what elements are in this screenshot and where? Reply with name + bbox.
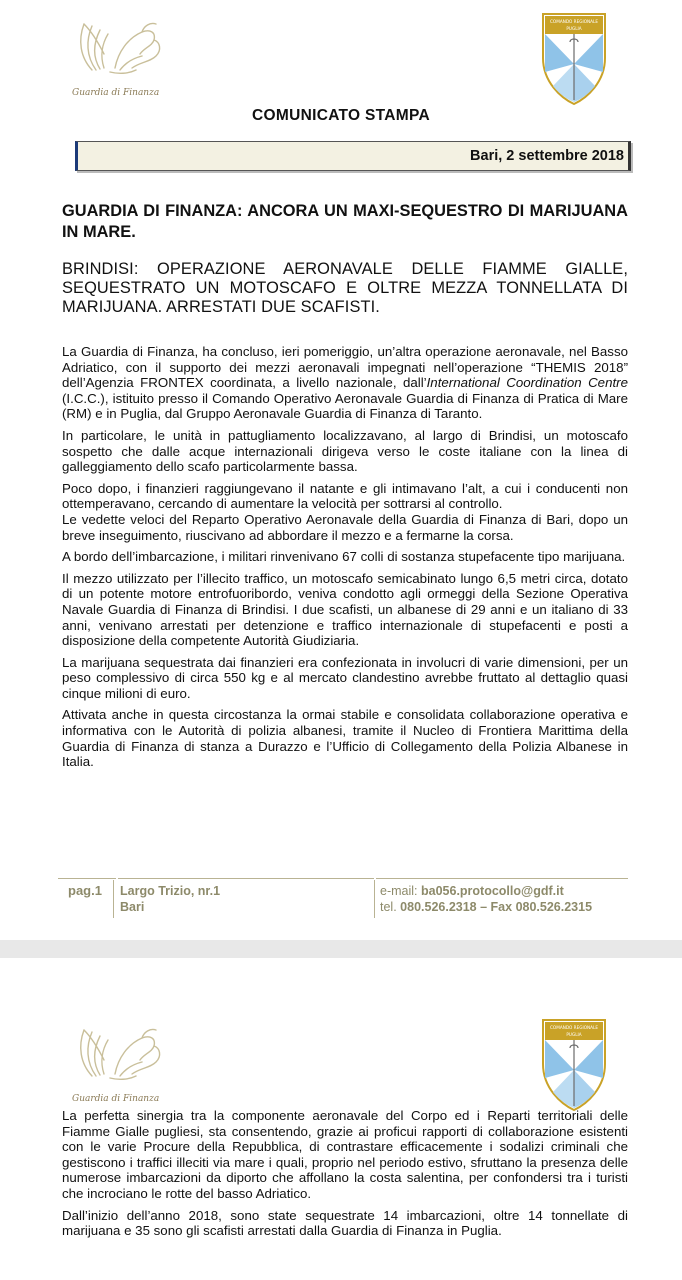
footer-rule-middle <box>118 878 374 879</box>
paragraph-9: La perfetta sinergia tra la componente aeronavale del Corpo ed i Reparti territoriali delle Fiamme Gialle pugliesi, sta consentendo, grazie ai proficui rapporti di collaborazione esistenti con le varie Procure della Repubblica, di contrastare efficacemente i sodalizi criminali che gestiscono i traffici illeciti via mare i quali, proprio nel periodo estivo, sfruttano la presenza delle numerose imbarcazioni da diporto che affollano la costa salentina, per confondersi tra i turisti che incrociano le rotte del basso Adriatico. <box>62 1108 628 1201</box>
fax-number[interactable]: 080.526.2315 <box>515 900 593 914</box>
article-subtitle: BRINDISI: OPERAZIONE AERONAVALE DELLE FIAMME GIALLE, SEQUESTRATO UN MOTOSCAFO E OLTRE MEZZA TONNELLATA DI MARIJUANA. ARRESTATI DUE SCAFISTI. <box>62 260 628 316</box>
date-box <box>75 141 631 171</box>
document-page-2 <box>0 958 682 1280</box>
article-body-page1 <box>62 344 628 776</box>
footer-divider-2 <box>374 880 375 918</box>
page-gap <box>0 940 682 958</box>
logo-caption-2: Guardia di Finanza <box>72 1094 160 1104</box>
tel-label: tel. <box>380 900 397 914</box>
paragraph-5: A bordo dell’imbarcazione, i militari rinvenivano 67 colli di sostanza stupefacente tipo marijuana. <box>62 549 626 565</box>
comando-regionale-puglia-shield <box>541 12 607 106</box>
shield-label-line2-2: PUGLIA <box>566 1032 582 1037</box>
paragraph-1-italic: International Coordination Centre <box>426 375 628 391</box>
fax-separator: – Fax <box>480 900 513 914</box>
phone-row <box>380 899 592 915</box>
paragraph-6: Il mezzo utilizzato per l’illecito traffico, un motoscafo semicabinato lungo 6,5 metri circa, dotato di un potente motore entrofuoribordo, veniva condotto agli ormeggi della Sezione Operativa Navale Guardia di Finanza di Brindisi. I due scafisti, un albanese di 29 anni e un italiano di 33 anni, venivano arrestati per detenzione e traffico internazionale di stupefacenti e posti a disposizione della competente Autorità Giudiziaria. <box>62 570 628 649</box>
article-body-page2 <box>62 1108 628 1245</box>
tel-number[interactable]: 080.526.2318 <box>400 900 477 914</box>
release-date: Bari, 2 settembre 2018 <box>470 148 624 164</box>
logo-caption: Guardia di Finanza <box>72 88 160 98</box>
article-title: GUARDIA DI FINANZA: ANCORA UN MAXI-SEQUESTRO DI MARIJUANA IN MARE. <box>62 202 628 241</box>
footer-contacts <box>380 883 592 915</box>
guardia-di-finanza-griffin-logo <box>70 12 180 98</box>
footer-rule-right <box>376 878 628 879</box>
paragraph-1-part-a: La Guardia di Finanza, ha concluso, ieri pomeriggio, un’altra operazione aeronavale, nel Basso Adriatico, con il supporto dei mezzi aeronavali impegnati nell’operazione “THEMIS 2018” dell’Agenzia FRONTEX coordinata, a livello nazionale, dall’ <box>62 344 628 391</box>
shield-label-line1-2: COMANDO REGIONALE <box>550 1025 598 1030</box>
shield-label-line1: COMANDO REGIONALE <box>550 19 598 24</box>
comando-regionale-puglia-shield-2 <box>541 1018 607 1112</box>
press-release-heading: COMUNICATO STAMPA <box>252 107 430 124</box>
paragraph-3: Poco dopo, i finanzieri raggiungevano il natante e gli intimavano l’alt, a cui i conducenti non ottemperavano, cercando di aumentare la velocità per sottrarsi al controllo. <box>62 480 628 512</box>
guardia-di-finanza-griffin-logo-2 <box>70 1018 180 1104</box>
paragraph-1 <box>62 344 628 422</box>
paragraph-4: Le vedette veloci del Reparto Operativo Aeronavale della Guardia di Finanza di Bari, dopo un breve inseguimento, riuscivano ad abbordare il mezzo e a fermarne la corsa. <box>62 511 628 543</box>
footer-divider-1 <box>113 880 114 918</box>
footer-rule-left <box>58 878 116 879</box>
paragraph-1-part-b: (I.C.C.), istituito presso il Comando Operativo Aeronavale Guardia di Finanza di Pratica di Mare (RM) e in Puglia, dal Gruppo Aeronavale Guardia di Finanza di Taranto. <box>62 390 628 422</box>
paragraph-7: La marijuana sequestrata dai finanzieri era confezionata in involucri di varie dimensioni, per un peso complessivo di circa 550 kg e al mercato clandestino avrebbe fruttato al dettaglio quasi cinque milioni di euro. <box>62 654 628 701</box>
email-label: e-mail: <box>380 884 418 898</box>
page-number: pag.1 <box>68 883 102 898</box>
email-address[interactable]: ba056.protocollo@gdf.it <box>421 884 564 898</box>
address-line-1: Largo Trizio, nr.1 <box>120 884 221 898</box>
email-row <box>380 883 592 899</box>
address-line-2: Bari <box>120 900 145 914</box>
paragraph-8: Attivata anche in questa circostanza la ormai stabile e consolidata collaborazione operativa e informativa con le Autorità di polizia albanesi, tramite il Nucleo di Frontiera Marittima della Guardia di Finanza di stanza a Durazzo e l’Ufficio di Collegamento della Polizia Albanese in Italia. <box>62 707 628 770</box>
paragraph-10: Dall’inizio dell’anno 2018, sono state sequestrate 14 imbarcazioni, oltre 14 tonnellate di marijuana e 35 sono gli scafisti arrestati dalla Guardia di Finanza in Puglia. <box>62 1207 628 1239</box>
footer-address <box>120 883 220 915</box>
shield-label-line2: PUGLIA <box>566 26 582 31</box>
paragraph-2: In particolare, le unità in pattugliamento localizzavano, al largo di Brindisi, un motoscafo sospetto che dalle acque internazionali dirigeva verso le coste italiane con la linea di galleggiamento dello scafo particolarmente bassa. <box>62 427 628 475</box>
